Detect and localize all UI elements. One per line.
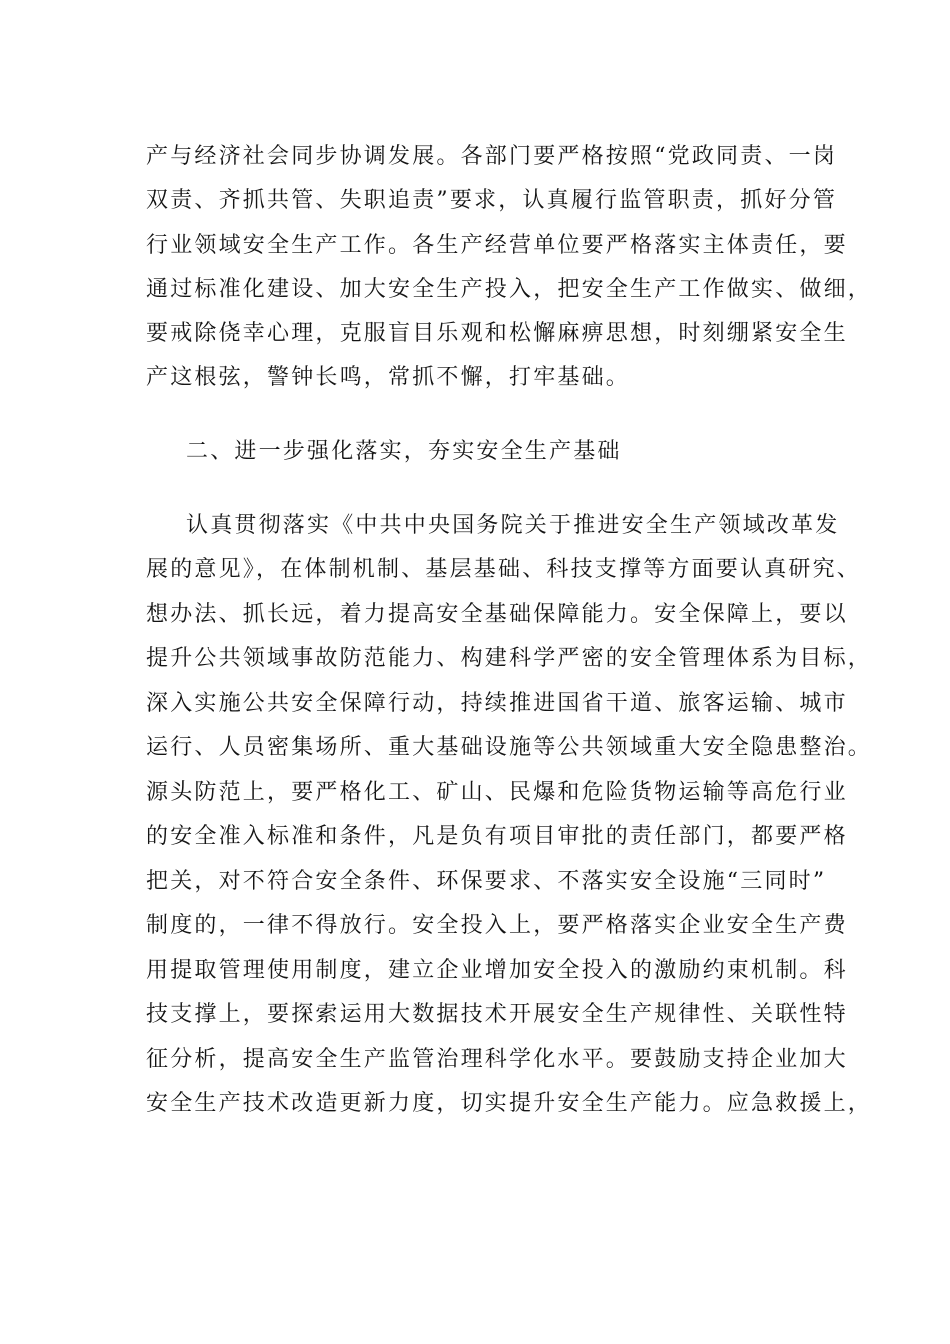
paragraph-2-line-3: 想办法、抓长远，着力提高安全基础保障能力。安全保障上，要以	[146, 602, 848, 627]
paragraph-1-line-3: 行业领域安全生产工作。各生产经营单位要严格落实主体责任，要	[146, 233, 848, 258]
section-heading-2: 二、进一步强化落实，夯实安全生产基础	[186, 439, 622, 464]
paragraph-1-line-6: 产这根弦，警钟长鸣，常抓不懈，打牢基础。	[146, 365, 631, 390]
paragraph-2-line-5: 深入实施公共安全保障行动，持续推进国省干道、旅客运输、城市	[146, 691, 848, 716]
paragraph-2-line-10: 制度的，一律不得放行。安全投入上，要严格落实企业安全生产费	[146, 913, 848, 938]
paragraph-2-line-14: 安全生产技术改造更新力度，切实提升安全生产能力。应急救援上，	[146, 1091, 873, 1116]
paragraph-1-line-4: 通过标准化建设、加大安全生产投入，把安全生产工作做实、做细，	[146, 277, 873, 302]
paragraph-2-line-1: 认真贯彻落实《中共中央国务院关于推进安全生产领域改革发	[186, 513, 840, 538]
paragraph-2-line-12: 技支撑上，要探索运用大数据技术开展安全生产规律性、关联性特	[146, 1002, 848, 1027]
paragraph-2-line-2: 展的意见》，在体制机制、基层基础、科技支撑等方面要认真研究、	[146, 557, 862, 582]
paragraph-2-line-9: 把关，对不符合安全条件、环保要求、不落实安全设施“三同时”	[146, 869, 827, 894]
paragraph-2-line-8: 的安全准入标准和条件，凡是负有项目审批的责任部门，都要严格	[146, 824, 848, 849]
paragraph-2-line-13: 征分析，提高安全生产监管治理科学化水平。要鼓励支持企业加大	[146, 1047, 848, 1072]
paragraph-2-line-4: 提升公共领域事故防范能力、构建科学严密的安全管理体系为目标，	[146, 646, 873, 671]
paragraph-1-line-5: 要戒除侥幸心理，克服盲目乐观和松懈麻痹思想，时刻绷紧安全生	[146, 321, 848, 346]
paragraph-2-line-11: 用提取管理使用制度，建立企业增加安全投入的激励约束机制。科	[146, 958, 848, 983]
paragraph-1-line-2: 双责、齐抓共管、失职追责”要求，认真履行监管职责，抓好分管	[146, 188, 838, 213]
paragraph-1-line-1: 产与经济社会同步协调发展。各部门要严格按照“党政同责、一岗	[146, 144, 838, 169]
paragraph-2-line-6: 运行、人员密集场所、重大基础设施等公共领域重大安全隐患整治。	[146, 735, 873, 760]
paragraph-2-line-7: 源头防范上，要严格化工、矿山、民爆和危险货物运输等高危行业	[146, 780, 848, 805]
